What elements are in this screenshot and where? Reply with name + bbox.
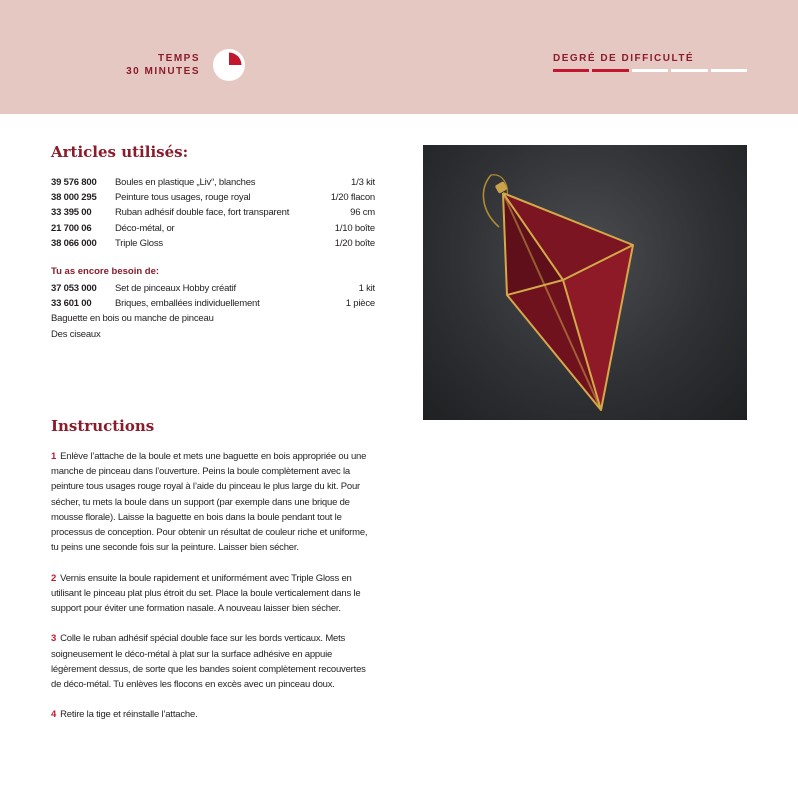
step-3	[51, 631, 376, 692]
articles-title: Articles utilisés:	[51, 143, 189, 161]
step-text: Enlève l’attache de la boule et mets une baguette en bois appropriée ou une manche de pinceau dans l’ouverture. Peins la boule complètement avec la peinture tous usages rouge royal à l’aide du pinceau le plus large du kit. Pour sécher, tu mets la boule dans un support (par exemple dans une brique de mousse florale). Laisse la baguette en bois dans la boule pendant tout le processus de conception. Pour obtenir un résultat de couleur riche et uniforme, tu peins une seconde fois sur la peinture. Laisser bien sécher.	[51, 451, 368, 554]
extra-title: Tu as encore besoin de:	[51, 266, 160, 277]
item-qty: 1/20 boîte	[334, 237, 375, 249]
instructions-title: Instructions	[51, 417, 155, 435]
time-label: TEMPS	[158, 53, 200, 64]
item-code: 33 601 00	[51, 298, 92, 310]
list-item	[51, 236, 375, 251]
step-text: Retire la tige et réinstalle l’attache.	[60, 709, 198, 721]
item-qty: 1/10 boîte	[334, 222, 375, 234]
difficulty-bar	[553, 69, 589, 72]
ornament-illustration	[423, 145, 747, 420]
clock-icon	[212, 48, 246, 82]
step-text: Vernis ensuite la boule rapidement et uniformément avec Triple Gloss en utilisant le pinceau plat plus étroit du set. Place la boule verticalement dans le support pour éviter une formation nasale. A nouveau laisser bien sécher.	[51, 572, 361, 615]
step-2	[51, 571, 376, 617]
extra-list	[51, 281, 375, 342]
step-number: 4	[51, 709, 57, 721]
list-item	[51, 175, 375, 190]
item-desc: Briques, emballées individuellement	[115, 298, 260, 310]
item-desc: Baguette en bois ou manche de pinceau	[51, 313, 214, 325]
step-text: Colle le ruban adhésif spécial double face sur les bords verticaux. Mets soigneusement le déco-métal à plat sur la surface adhésive en appuie légèrement dessus, de sorte que les bandes soient complètement recouvertes de déco-métal. Tu enlèves les flocons en excès avec un pinceau doux.	[51, 633, 366, 691]
item-desc: Déco-métal, or	[115, 222, 175, 234]
difficulty-bar	[711, 69, 747, 72]
item-desc: Des ciseaux	[51, 328, 101, 340]
list-item	[51, 281, 375, 296]
step-number: 3	[51, 633, 57, 645]
list-item	[51, 221, 375, 236]
step-4	[51, 707, 376, 722]
item-code: 39 576 800	[51, 177, 97, 188]
difficulty-block	[553, 52, 747, 72]
articles-list	[51, 175, 375, 251]
item-desc: Triple Gloss	[115, 237, 163, 249]
difficulty-label: DEGRÉ DE DIFFICULTÉ	[553, 53, 695, 64]
item-code: 38 000 295	[51, 192, 97, 204]
item-qty: 1/20 flacon	[330, 192, 375, 204]
item-code: 21 700 06	[51, 222, 92, 234]
ornament-photo	[423, 145, 747, 420]
difficulty-bar	[632, 69, 668, 72]
header-banner	[0, 0, 798, 114]
list-item	[51, 296, 375, 311]
item-desc: Boules en plastique „Liv“, blanches	[115, 177, 256, 188]
item-code: 38 066 000	[51, 237, 97, 249]
difficulty-bar	[671, 69, 707, 72]
item-qty: 96 cm	[350, 207, 375, 219]
item-desc: Ruban adhésif double face, fort transparent	[115, 207, 290, 219]
item-qty: 1/3 kit	[351, 177, 375, 188]
item-code: 37 053 000	[51, 283, 97, 294]
step-number: 2	[51, 572, 57, 584]
list-item	[51, 205, 375, 220]
list-item	[51, 327, 375, 342]
item-desc: Set de pinceaux Hobby créatif	[115, 283, 236, 294]
step-1	[51, 449, 376, 555]
difficulty-bars	[553, 69, 747, 72]
step-number: 1	[51, 451, 57, 462]
item-qty: 1 kit	[358, 283, 375, 294]
difficulty-bar	[592, 69, 628, 72]
item-qty: 1 pièce	[345, 298, 375, 310]
time-value: 30 MINUTES	[126, 66, 200, 77]
item-desc: Peinture tous usages, rouge royal	[115, 192, 251, 204]
instructions-steps	[51, 449, 376, 738]
item-code: 33 395 00	[51, 207, 92, 219]
list-item	[51, 311, 375, 326]
time-block	[100, 52, 200, 78]
list-item	[51, 190, 375, 205]
